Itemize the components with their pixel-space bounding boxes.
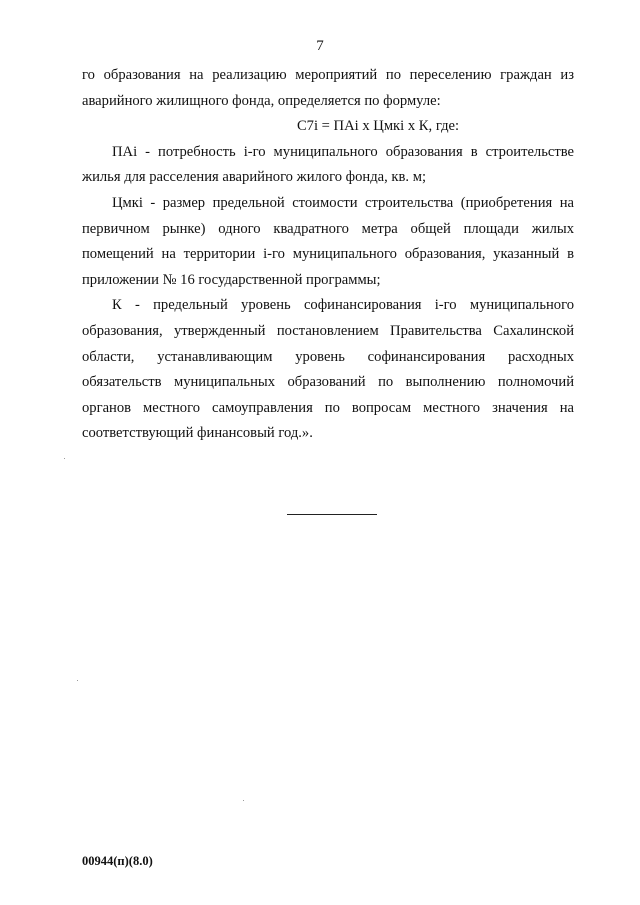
paragraph-pai-definition: ПАi - потребность i-го муниципального образования в строительстве жилья для расселения аварийного жилого фонда, кв. м;: [82, 143, 574, 186]
document-code: 00944(п)(8.0): [82, 854, 153, 868]
formula-line: С7i = ПАi х Цмкi х К, где:: [296, 118, 460, 135]
paragraph-k-definition: К - предельный уровень софинансирования i-го муниципального образования, утвержденный постановлением Правительства Сахалинской области, устанавливающим уровень софинансирования расходных обязательств муниципальных образований по выполнению полномочий органов местного самоуправления по вопросам местного значения на соответствующий финансовый год.».: [82, 297, 574, 442]
paragraph-intro: го образования на реализацию мероприятий по переселению граждан из аварийного жилищного фонда, определяется по формуле:: [82, 67, 574, 109]
paragraph-tsmki-definition: Цмкi - размер предельной стоимости строительства (приобретения на первичном рынке) одного квадратного метра общей площади жилых помещений на территории i-го муниципального образования, указанный в приложении № 16 государственной программы;: [82, 194, 574, 288]
section-separator-line: [287, 514, 377, 515]
document-body: [82, 63, 574, 447]
scan-speck: [243, 800, 244, 801]
scan-speck: [77, 680, 78, 681]
scan-speck: [64, 458, 65, 459]
page-number: 7: [316, 38, 324, 54]
